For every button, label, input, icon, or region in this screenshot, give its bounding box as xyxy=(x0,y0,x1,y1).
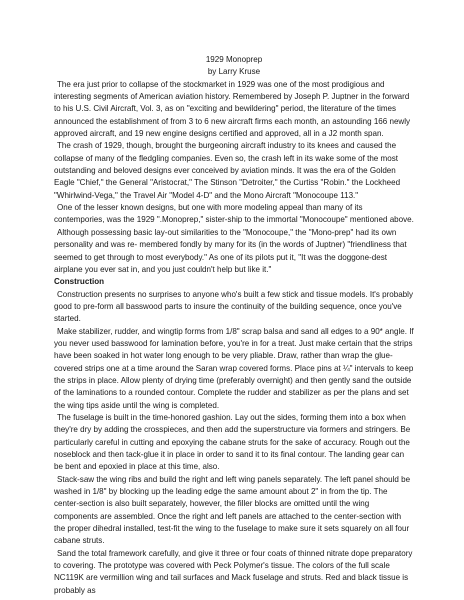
paragraph: The crash of 1929, though, brought the burgeoning aircraft industry to its knees and caused the collapse of many of the fledgling companies. Even so, the crash left in its wake some of the most outstanding and beloved designs ever conceived by aviation minds. It was the era of the Golden Eagle "Chief," the General "Aristocrat," The Stinson "Detroiter," the Curtiss "Robin." the Lockheed "Whirlwind-Vega," the Travel Air "Model 4-D" and the Mono Aircraft "Monocoupe 113." xyxy=(54,141,401,200)
paragraph: One of the lesser known designs, but one with more modeling appeal than many of its contempories, was the 1929 ".Monoprep," sister-ship to the immortal "Monocoupe" mentioned above. xyxy=(54,203,414,225)
paragraph: Make stabilizer, rudder, and wingtip forms from 1/8" scrap balsa and sand all edges to a 90* angle. If you never used basswood for lamination before, you're in for a treat. Just make certain that the strips have been soaked in hot water long enough to be very pliable. Draw, rather than wrap the glue-covered strips one at a time around the Saran wrap covered forms. Place pins at ¼" intervals to keep the strips in place. Allow plenty of drying time (preferably overnight) and then gently sand the outside of the laminations to a rounded contour. Complete the rudder and stabilizer as per the plans and set the wing tips aside until the wing is completed. xyxy=(54,326,414,410)
paragraph: Construction presents no surprises to anyone who's built a few stick and tissue models. It's probably good to pre-form all basswood parts to insure the continuity of the building sequence, once you've started. xyxy=(54,289,413,324)
paragraph: The fuselage is built in the time-honored gashion. Lay out the sides, forming them into a box when they're dry by adding the crosspieces, and then add the superstructure via formers and stringers. Be particularly careful in cutting and epoxying the cabane struts for the sake of accuracy. Rough out the noseblock and then tack-glue it in place in order to sand it to its final contour. The landing gear can be bent and epoxied in place at this time, also. xyxy=(54,412,411,472)
section-heading: Construction xyxy=(54,277,105,287)
paragraph: The era just prior to collapse of the stockmarket in 1929 was one of the most prodigious and interesting segments of American aviation history. Remembered by Joseph P. Juptner in the forward to his U.S. Civil Aircraft, Vol. 3, as on "exciting and bewildering" period, the literature of the times announced the establishment of from 3 to 6 new aircraft firms each month, an astounding 166 newly approved aircraft, and 19 new engine designs certified and approved, all in a J2 month span. xyxy=(54,79,411,139)
paragraph: Although possessing basic lay-out similarities to the "Monocoupe," the "Mono-prep" had its own personality and was re- membered fondly by many for its (in the words of Juptner) "friendliness that seemed to get through to most everybody." As one of its pilots put it, "It was the doggone-dest airplane you ever sat in, and you just couldn't help but like it." xyxy=(54,227,407,274)
document-title: 1929 Monoprep xyxy=(205,55,263,64)
paragraph: Sand the total framework carefully, and give it three or four coats of thinned nitrate dope preparatory to covering. The prototype was covered with Peck Polymer's tissue. The colors of the full scale NC119K are vermillion wing and tail surfaces and Mack fuselage and struts. Red and black tissue is probably as xyxy=(54,548,413,595)
document-byline: by Larry Kruse xyxy=(207,67,261,77)
paragraph: Stack-saw the wing ribs and build the right and left wing panels separately. The left panel should be washed in 1/8" by blocking up the leading edge the same amount about 2" in from the tip. The center-section is also built separately, however, the filler blocks are omitted until the wing components are assembled. Once the right and left panels are attached to the center-section with the proper dihedral installed, test-fit the wing to the fuselage to make sure it sets squarely on all four cabane struts. xyxy=(54,474,411,546)
